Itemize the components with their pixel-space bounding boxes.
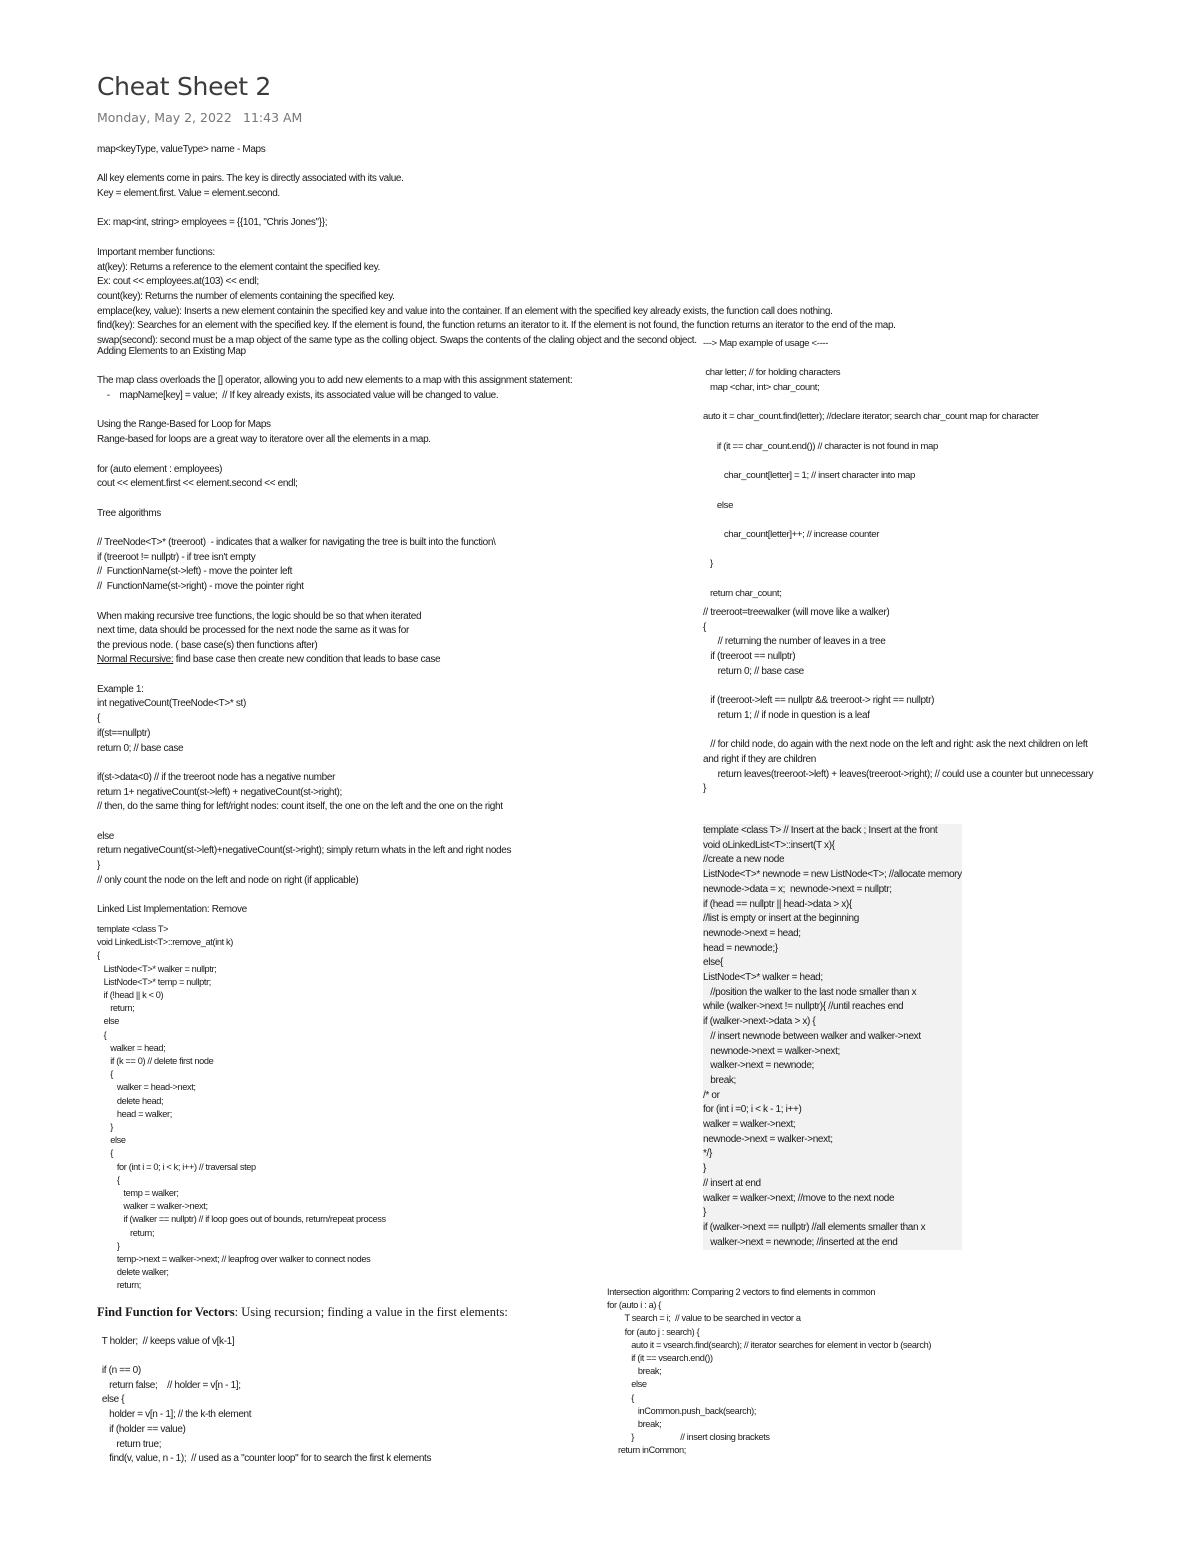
text-line: find(key): Searches for an element with the specified key. If the element is found, the function returns an iterator to it. If the element is not found, the function returns an iterator to the end of the map. — [97, 320, 896, 332]
text-line: All key elements come in pairs. The key is directly associated with its value. — [97, 173, 404, 185]
text-line: { — [97, 1148, 113, 1159]
text-line: break; — [607, 1366, 662, 1377]
text-line: // FunctionName(st->left) - move the pointer left — [97, 566, 293, 578]
left-column-notes — [97, 345, 572, 654]
text-line: return; — [97, 1280, 141, 1291]
text-line: return char_count; — [703, 587, 782, 599]
text-line: { — [97, 1069, 113, 1080]
text-line: return; — [97, 1003, 135, 1014]
text-line: temp->next = walker->next; // leapfrog over walker to connect nodes — [97, 1254, 371, 1265]
text-line: return true; — [97, 1438, 162, 1450]
text-line: Tree algorithms — [97, 507, 161, 519]
text-line: { — [607, 1392, 634, 1403]
map-section — [97, 143, 896, 349]
text-line: and right if they are children — [703, 754, 816, 765]
text-line: if (k == 0) // delete first node — [97, 1056, 214, 1067]
text-line: for (auto i : a) { — [607, 1300, 661, 1311]
text-line: ---> Map example of usage <---- — [703, 338, 829, 349]
text-line: next time, data should be processed for the next node the same as it was for — [97, 625, 409, 637]
text-line: Ex: cout << employees.at(103) << endl; — [97, 276, 259, 288]
text-line: if (it == char_count.end()) // character is not found in map — [703, 440, 938, 452]
text-line: cout << element.first << element.second << endl; — [97, 478, 298, 490]
text-line: if(st->data<0) // if the treeroot node has a negative number — [97, 771, 336, 783]
text-line: void oLinkedList<T>::insert(T x){ — [703, 839, 962, 854]
text-line — [97, 521, 572, 536]
text-line: // treeroot=treewalker (will move like a walker) — [703, 607, 890, 618]
text-line: newnode->next = head; — [703, 927, 962, 942]
text-line: ListNode<T>* temp = nullptr; — [97, 976, 212, 987]
find-vectors-heading — [97, 1305, 508, 1320]
text-line: // FunctionName(st->right) - move the pointer right — [97, 581, 304, 593]
text-line: if (walker->next->data > x) { — [703, 1015, 962, 1030]
text-line: head = walker; — [97, 1108, 172, 1119]
text-line — [97, 360, 572, 375]
text-line: ListNode<T>* newnode = new ListNode<T>; //allocate memory — [703, 868, 962, 883]
text-line: swap(second): second must be a map object of the same type as the colling object. Swaps the contents of the claling object and the second object. — [97, 335, 697, 347]
text-line: { — [97, 1174, 120, 1185]
text-line — [97, 158, 896, 173]
text-line: break; — [607, 1419, 662, 1430]
text-line: auto it = char_count.find(letter); //declare iterator; search char_count map for character — [703, 411, 1039, 423]
text-line: while (walker->next != nullptr){ //until reaches end — [703, 1000, 962, 1015]
text-line — [703, 724, 1093, 739]
text-line: return negativeCount(st->left)+negativeCount(st->right); simply return whats in the left and right nodes — [97, 845, 512, 857]
text-line: if (treeroot != nullptr) - if tree isn't empty — [97, 551, 256, 563]
text-line — [703, 543, 1039, 558]
text-line: walker = head; — [97, 1042, 166, 1053]
text-line: walker = walker->next; — [97, 1201, 208, 1212]
text-line: Ex: map<int, string> employees = {{101, "Chris Jones"}}; — [97, 217, 328, 229]
text-line: walker = walker->next; — [703, 1118, 962, 1133]
find-vectors-code — [97, 1320, 431, 1467]
text-line: holder = v[n - 1]; // the k-th element — [97, 1409, 252, 1421]
text-line: walker = walker->next; //move to the next node — [703, 1192, 962, 1207]
text-line: // for child node, do again with the next node on the left and right: ask the next children on left — [703, 739, 1088, 751]
text-line: T search = i; // value to be searched in vector a — [607, 1313, 801, 1324]
text-line: for (auto j : search) { — [607, 1326, 700, 1337]
text-line: auto it = vsearch.find(search); // iterator searches for element in vector b (search) — [607, 1339, 932, 1350]
text-line: return 1; // if node in question is a leaf — [703, 709, 870, 721]
text-line: delete head; — [97, 1095, 164, 1106]
text-line: // returning the number of leaves in a tree — [703, 636, 886, 648]
text-line — [97, 404, 572, 419]
example-section — [97, 668, 511, 918]
recursive-text: find base case then create new condition that leads to base case — [173, 654, 441, 665]
text-line — [703, 396, 1039, 411]
text-line: if (walker == nullptr) // if loop goes out of bounds, return/repeat process — [97, 1214, 386, 1225]
text-line: // only count the node on the left and node on right (if applicable) — [97, 874, 359, 886]
text-line: walker = head->next; — [97, 1082, 196, 1093]
text-line: for (int i =0; i < k - 1; i++) — [703, 1103, 962, 1118]
text-line: /* or — [703, 1089, 962, 1104]
text-line — [97, 815, 511, 830]
text-line — [703, 513, 1039, 528]
text-line: newnode->next = walker->next; — [703, 1045, 962, 1060]
text-line: // insert at end — [703, 1177, 962, 1192]
text-line: else — [97, 1016, 120, 1027]
text-line: if (treeroot == nullptr) — [703, 651, 796, 663]
text-line: newnode->data = x; newnode->next = nullptr; — [703, 883, 962, 898]
text-line: the previous node. ( base case(s) then functions after) — [97, 639, 318, 651]
text-line: //position the walker to the last node smaller than x — [703, 986, 962, 1001]
text-line: Linked List Implementation: Remove — [97, 904, 247, 916]
text-line: Range-based for loops are a great way to iteratore over all the elements in a map. — [97, 434, 431, 446]
text-line: for (auto element : employees) — [97, 463, 223, 475]
text-line: map <char, int> char_count; — [703, 382, 820, 394]
text-line: Using the Range-Based for Loop for Maps — [97, 419, 271, 431]
text-line: temp = walker; — [97, 1188, 179, 1199]
text-line: // insert newnode between walker and walker->next — [703, 1030, 962, 1045]
text-line: } — [97, 1240, 120, 1251]
find-vectors-title: Find Function for Vectors — [97, 1305, 235, 1319]
text-line — [703, 484, 1039, 499]
text-line: find(v, value, n - 1); // used as a "counter loop" for to search the first k elements — [97, 1453, 432, 1465]
text-line: head = newnode;} — [703, 942, 962, 957]
text-line — [97, 668, 511, 683]
text-line: return leaves(treeroot->left) + leaves(treeroot->right); // could use a counter but unnecessary — [703, 768, 1094, 780]
text-line: else { — [97, 1394, 125, 1406]
text-line: Key = element.first. Value = element.second. — [97, 188, 280, 200]
text-line: } // insert closing brackets — [607, 1432, 770, 1443]
text-line: for (int i = 0; i < k; i++) // traversal step — [97, 1161, 256, 1172]
text-line: ListNode<T>* walker = nullptr; — [97, 963, 217, 974]
text-line — [97, 231, 896, 246]
text-line: template <class T> — [97, 924, 169, 934]
text-line: } — [703, 1162, 962, 1177]
text-line: if (treeroot->left == nullptr && treeroot-> right == nullptr) — [703, 695, 935, 707]
text-line: return 0; // base case — [97, 742, 184, 754]
text-line: { — [703, 621, 706, 633]
page-date: Monday, May 2, 2022 — [97, 110, 232, 125]
text-line: { — [97, 950, 100, 961]
text-line: // then, do the same thing for left/right nodes: count itself, the one on the left and the one on the right — [97, 801, 503, 813]
text-line: break; — [703, 1074, 962, 1089]
page-time: 11:43 AM — [243, 110, 303, 125]
text-line: //list is empty or insert at the beginning — [703, 912, 962, 927]
text-line: - mapName[key] = value; // If key already exists, its associated value will be changed to value. — [97, 390, 499, 402]
text-line: if (n == 0) — [97, 1365, 141, 1377]
text-line: The map class overloads the [] operator, allowing you to add new elements to a map with this assignment statement: — [97, 375, 573, 387]
text-line — [703, 425, 1039, 440]
text-line: char_count[letter] = 1; // insert character into map — [703, 470, 915, 482]
text-line — [703, 572, 1039, 587]
text-line: else{ — [703, 956, 962, 971]
text-line: } — [97, 1122, 113, 1133]
text-line: if (!head || k < 0) — [97, 990, 164, 1001]
text-line: if (it == vsearch.end()) — [607, 1353, 713, 1364]
text-line: { — [97, 1029, 107, 1040]
text-line: if (walker->next == nullptr) //all elements smaller than x — [703, 1221, 962, 1236]
text-line — [97, 448, 572, 463]
text-line: } — [97, 860, 100, 872]
text-line: map<keyType, valueType> name - Maps — [97, 144, 266, 155]
text-line: emplace(key, value): Inserts a new element containin the specified key and value into the container. If an element with the specified key already exists, the function call does nothing. — [97, 305, 833, 317]
text-line: if (head == nullptr || head->data > x){ — [703, 898, 962, 913]
text-line: if(st==nullptr) — [97, 727, 151, 739]
text-line: return 1+ negativeCount(st->left) + negativeCount(st->right); — [97, 786, 342, 798]
text-line: char letter; // for holding characters — [703, 367, 841, 379]
text-line — [97, 1320, 431, 1335]
text-line: walker->next = newnode; //inserted at the end — [703, 1236, 962, 1251]
text-line: // TreeNode<T>* (treeroot) - indicates that a walker for navigating the tree is built into the function\ — [97, 537, 496, 549]
text-line: char_count[letter]++; // increase counter — [703, 528, 880, 540]
text-line: } — [703, 1206, 962, 1221]
text-line: } — [703, 558, 713, 570]
find-vectors-subtitle: : Using recursion; finding a value in the first elements: — [234, 1305, 508, 1319]
text-line — [97, 1349, 431, 1364]
text-line: else — [97, 1135, 126, 1146]
text-line: inCommon.push_back(search); — [607, 1405, 757, 1416]
text-line — [97, 889, 511, 904]
text-line — [703, 680, 1093, 695]
text-line: Intersection algorithm: Comparing 2 vectors to find elements in common — [607, 1287, 876, 1297]
leaves-code — [703, 606, 1093, 797]
remove-code — [97, 923, 386, 1293]
text-line: Adding Elements to an Existing Map — [97, 346, 246, 357]
text-line — [703, 352, 1039, 367]
text-line: newnode->next = walker->next; — [703, 1133, 962, 1148]
text-line: T holder; // keeps value of v[k-1] — [97, 1335, 235, 1347]
page-title: Cheat Sheet 2 — [97, 72, 271, 101]
text-line: template <class T> // Insert at the back ; Insert at the front — [703, 824, 962, 839]
text-line — [703, 455, 1039, 470]
text-line: else — [703, 499, 734, 511]
text-line: else — [607, 1379, 647, 1390]
text-line: at(key): Returns a reference to the element containt the specified key. — [97, 261, 380, 273]
text-line: return inCommon; — [607, 1445, 686, 1456]
map-example-code — [703, 337, 1039, 601]
text-line: int negativeCount(TreeNode<T>* st) — [97, 698, 246, 710]
text-line: return; — [97, 1227, 155, 1238]
text-line: */} — [703, 1147, 962, 1162]
text-line: count(key): Returns the number of elements containing the specified key. — [97, 290, 395, 302]
text-line: if (holder == value) — [97, 1423, 186, 1435]
text-line — [97, 595, 572, 610]
text-line: Important member functions: — [97, 246, 215, 258]
text-line — [97, 202, 896, 217]
intersection-code — [607, 1286, 931, 1458]
text-line: walker->next = newnode; — [703, 1059, 962, 1074]
insert-code — [703, 824, 962, 1250]
text-line: void LinkedList<T>::remove_at(int k) — [97, 937, 234, 948]
text-line: delete walker; — [97, 1267, 169, 1278]
text-line: return false; // holder = v[n - 1]; — [97, 1379, 241, 1391]
text-line: Example 1: — [97, 683, 144, 695]
text-line: //create a new node — [703, 853, 962, 868]
text-line: ListNode<T>* walker = head; — [703, 971, 962, 986]
text-line: else — [97, 830, 114, 842]
text-line: } — [703, 783, 706, 795]
recursive-label: Normal Recursive: — [97, 654, 174, 665]
text-line — [97, 492, 572, 507]
text-line: When making recursive tree functions, the logic should be so that when iterated — [97, 610, 422, 622]
text-line — [97, 756, 511, 771]
recursive-note — [97, 653, 440, 668]
text-line: return 0; // base case — [703, 665, 804, 677]
text-line: { — [97, 713, 100, 725]
